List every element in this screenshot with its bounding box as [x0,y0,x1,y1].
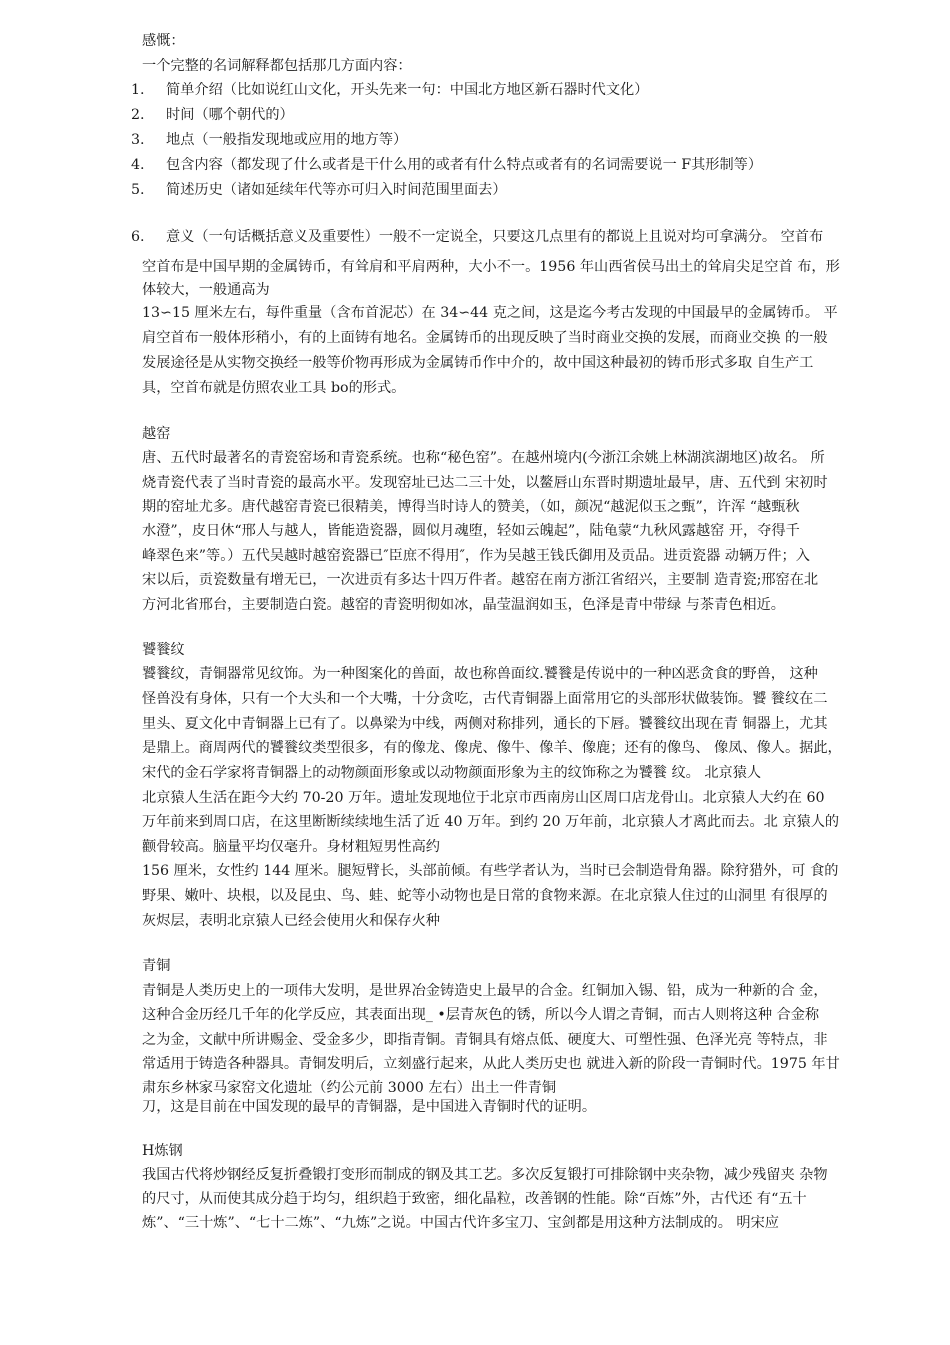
paragraph-line: 方河北省邢台，主要制造白瓷。越窑的青瓷明彻如冰，晶莹温润如玉，色泽是青中带绿 与茶青色相近。 [142,597,785,613]
list-number: 6. [131,229,145,245]
paragraph-line: 怪兽没有身体，只有一个大头和一个大嘴，十分贪吃，古代青铜器上面常用它的头部形状做装饰。饕 餮纹在二 [142,691,828,707]
list-number: 5. [131,182,145,198]
paragraph-line: 这种合金历经几千年的化学反应，其表面出现_ •层青灰色的锈，所以今人谓之青铜，而古人则将这种 合金称 [142,1007,820,1023]
paragraph-line: 水澄”，皮日休“邢人与越人，皆能造瓷器，圆似月魂堕，轻如云魄起”，陆龟蒙“九秋风露越窑 开，夺得千 [142,523,800,539]
paragraph-line: 烧青瓷代表了当时青瓷的最高水平。发现窑址已达二三十处，以鳌唇山东晋时期遗址最早，唐、五代到 宋初时 [142,475,828,491]
paragraph-line: 156 厘米，女性约 144 厘米。腿短臂长，头部前倾。有些学者认为，当时已会制造骨角器。除狩猎外，可 食的 [142,863,839,879]
intro-line: 一个完整的名词解释都包括那几方面内容： [142,58,412,74]
list-number: 3. [131,132,145,148]
list-item: 简述历史（诸如延续年代等亦可归入时间范围里面去） [166,182,507,198]
paragraph-line: 常适用于铸造各种器具。青铜发明后，立刻盛行起来，从此人类历史也 就进入新的阶段一青铜时代。1975 年甘 [142,1056,840,1072]
list-item: 简单介绍（比如说红山文化，开头先来一句：中国北方地区新石器时代文化） [166,82,649,98]
list-item: 地点（一般指发现地或应用的地方等） [166,132,408,148]
paragraph-line: 宋以后，贡瓷数量有增无已，一次进贡有多达十四万件者。越窑在南方浙江省绍兴，主要制 造青瓷;邢窑在北 [142,572,819,588]
paragraph-line: 空首布是中国早期的金属铸币，有耸肩和平肩两种，大小不一。1956 年山西省侯马出土的耸肩尖足空首 布，形 [142,259,840,275]
paragraph-line: 北京猿人生活在距今大约 70-20 万年。遗址发现地位于北京市西南房山区周口店龙骨山。北京猿人大约在 60 [142,790,825,806]
paragraph-line: 野果、嫩叶、块根，以及昆虫、鸟、蛙、蛇等小动物也是日常的食物来源。在北京猿人住过的山洞里 有很厚的 [142,888,828,904]
paragraph-line: 灰烬层，表明北京猿人已经会使用火和保存火种 [142,913,440,929]
paragraph-line: 之为金，文献中所讲赐金、受金多少，即指青铜。青铜具有熔点低、硬度大、可塑性强、色泽光亮 等特点，非 [142,1032,828,1048]
paragraph-line: 期的窑址尤多。唐代越窑青瓷已很精美，博得当时诗人的赞美，（如，颜况“越泥似玉之甄”，许浑 “越甄秋 [142,499,800,515]
section-title: H炼钢 [142,1143,183,1159]
section-title: 饕餮纹 [142,642,185,658]
paragraph-line: 宋代的金石学家将青铜器上的动物颜面形象或以动物颜面形象为主的纹饰称之为饕餮 纹。 北京猿人 [142,765,762,781]
paragraph-line: 峰翠色来”等。）五代吴越时越窑瓷器已″臣庶不得用″，作为吴越王钱氏御用及贡品。进贡瓷器 动辆万件；入 [142,548,810,564]
paragraph-line: 具，空首布就是仿照农业工具 bo的形式。 [142,380,406,396]
list-number: 1. [131,82,145,98]
list-item: 意义（一句话概括意义及重要性）一般不一定说全，只要这几点里有的都说上且说对均可拿满分。 空首布 [166,229,824,245]
section-title: 青铜 [142,958,171,974]
list-number: 4. [131,157,145,173]
paragraph-line: 的尺寸，从而使其成分趋于均匀，组织趋于致密，细化晶粒，改善钢的性能。除“百炼”外，古代还 有“五十 [142,1191,807,1207]
paragraph-line: 刀，这是目前在中国发现的最早的青铜器，是中国进入青铜时代的证明。 [142,1099,597,1115]
paragraph-line: 颧骨较高。脑量平均仅毫升。身材粗短男性高约 [142,839,440,855]
paragraph-line: 里头、夏文化中青铜器上已有了。以鼻梁为中线，两侧对称排列，通长的下唇。饕餮纹出现在青 铜器上，尤其 [142,716,828,732]
paragraph-line: 肃东乡林家马家窑文化遗址（约公元前 3000 左右）出土一件青铜 [142,1080,557,1096]
paragraph-line: 发展途径是从实物交换经一般等价物再形成为金属铸币作中介的，故中国这种最初的铸币形式多取 自生产工 [142,355,814,371]
paragraph-line: 体较大，一般通高为 [142,282,270,298]
paragraph-line: 饕餮纹，青铜器常见纹饰。为一种图案化的兽面，故也称兽面纹.饕餮是传说中的一种凶恶贪食的野兽， 这种 [142,666,818,682]
paragraph-line: 肩空首布一般体形稍小，有的上面铸有地名。金属铸币的出现反映了当时商业交换的发展，而商业交换 的一般 [142,330,828,346]
list-number: 2. [131,107,145,123]
paragraph-line: 我国古代将炒钢经反复折叠锻打变形而制成的钢及其工艺。多次反复锻打可排除钢中夹杂物，减少残留夹 杂物 [142,1167,828,1183]
list-item: 时间（哪个朝代的） [166,107,294,123]
paragraph-line: 13∽15 厘米左右，每件重量（含布首泥芯）在 34∽44 克之间，这是迄今考古发现的中国最早的金属铸币。 平 [142,305,838,321]
section-title: 越窑 [142,426,171,442]
paragraph-line: 是鼎上。商周两代的饕餮纹类型很多，有的像龙、像虎、像牛、像羊、像鹿；还有的像鸟、 像凤、像人。据此， [142,740,842,756]
paragraph-line: 青铜是人类历史上的一项伟大发明，是世界冶金铸造史上最早的合金。红铜加入锡、铅，成为一种新的合 金， [142,983,828,999]
paragraph-line: 万年前来到周口店，在这里断断续续地生活了近 40 万年。到约 20 万年前，北京猿人才离此而去。北 京猿人的 [142,814,840,830]
paragraph-line: 炼”、“三十炼”、“七十二炼”、“九炼”之说。中国古代许多宝刀、宝剑都是用这种方法制成的。 明宋应 [142,1215,779,1231]
intro-line: 感慨： [142,33,185,49]
list-item: 包含内容（都发现了什么或者是干什么用的或者有什么特点或者有的名词需要说一 F其形制等） [166,157,763,173]
paragraph-line: 唐、五代时最著名的青瓷窑场和青瓷系统。也称“秘色窑”。在越州境内(今浙江余姚上林湖滨湖地区)故名。 所 [142,450,825,466]
